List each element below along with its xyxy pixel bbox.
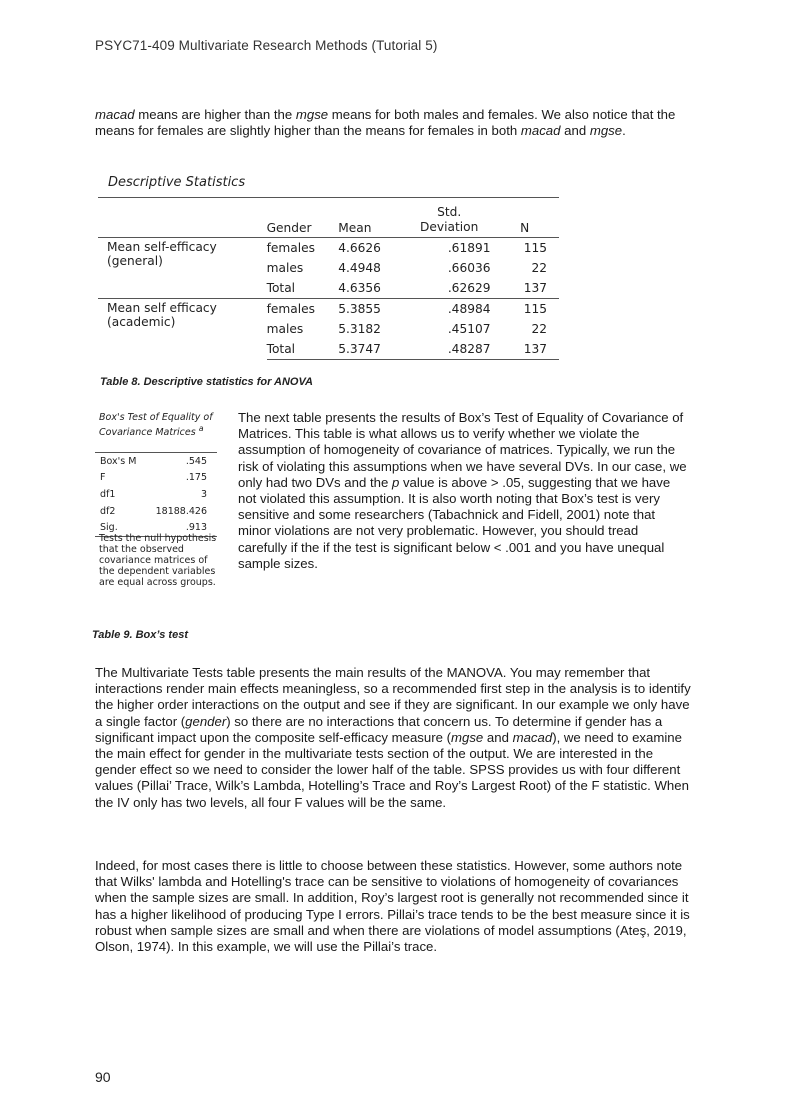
table-row	[98, 299, 559, 320]
cell-sd: .66036	[447, 261, 491, 275]
table-9-caption: Table 9. Box’s test	[92, 629, 188, 641]
cell-n: 22	[531, 322, 547, 336]
intro-text-2: means for both males and females. We also notice that the means for females are slightly higher than the means for females in both	[95, 107, 676, 139]
cell-key: df1	[100, 488, 116, 500]
group-label-general: Mean self-efficacy (general)	[98, 238, 267, 299]
emph-mgse-2: mgse	[589, 123, 623, 139]
cell-key: F	[100, 472, 106, 484]
cell-mean: 4.4948	[338, 261, 381, 275]
cell-sd: .48287	[408, 339, 491, 360]
cell-sd: .48984	[408, 299, 491, 320]
descriptive-stats-title: Descriptive Statistics	[108, 175, 246, 190]
group-label-academic: Mean self efficacy (academic)	[98, 299, 267, 360]
box-test-title-sup: a	[198, 424, 204, 433]
cell-key: df2	[100, 505, 116, 517]
cell-n: 137	[490, 339, 559, 360]
manova-text-1: The Multivariate Tests table presents the main results of the MANOVA. You may remember that interactions render main effects meaningless, so a recommended first step in the analysis is to identify the higher order interactions on the output and see if they are significant. In our example we only have a single factor (	[95, 665, 691, 729]
cell-gender: Total	[266, 281, 296, 295]
cell-mean: 5.3182	[338, 322, 381, 336]
cell-value: .913	[144, 519, 217, 536]
table-row	[95, 486, 217, 503]
table-row	[95, 503, 217, 520]
header-n: N	[490, 198, 559, 238]
emph-gender: gender	[185, 713, 227, 729]
table-row	[95, 453, 217, 470]
emph-macad-3: macad	[512, 729, 553, 745]
header-gender: Gender	[267, 198, 339, 238]
manova-paragraph	[95, 665, 695, 811]
cell-sd: .62629	[447, 281, 491, 295]
emph-macad-2: macad	[520, 123, 561, 139]
table-8-caption: Table 8. Descriptive statistics for ANOVA	[100, 376, 313, 388]
intro-paragraph	[95, 107, 695, 139]
intro-text-4: .	[622, 123, 626, 139]
cell-mean: 5.3747	[338, 339, 408, 360]
emph-macad: macad	[95, 107, 135, 122]
intro-text-3: and	[560, 123, 590, 139]
table-row	[95, 470, 217, 487]
pillai-paragraph: Indeed, for most cases there is little to choose between these statistics. However, some authors note that Wilks' lambda and Hotelling's trace can be sensitive to violations of homogeneity of covariances when the sample sizes are small. In addition, Roy’s largest root is generally not recommended since it has a higher likelihood of producing Type I errors. Pillai’s trace tends to be the best measure since it is robust when sample sizes are small and when there are violations of model assumptions (Ateş, 2019, Olson, 1974). In this example, we will use the Pillai’s trace.	[95, 858, 690, 955]
box-test-paragraph	[238, 410, 688, 572]
box-test-footnote: Tests the null hypothesis that the observed covariance matrices of the dependent variables are equal across groups.	[99, 533, 217, 588]
cell-gender: males	[266, 322, 304, 336]
cell-gender: males	[266, 261, 304, 275]
box-text-1: The next table presents the results of Box’s Test of Equality of Covariance of Matrices. This table is what allows us to verify whether we violate the assumption of homogeneity of covariance of matrices. Typically, we run the risk of violating this assumptions when we have several DVs. In our case, we only had two DVs and the	[238, 410, 687, 490]
header-sd-line1: Std.	[437, 205, 462, 219]
cell-n: 22	[531, 261, 547, 275]
box-test-title	[99, 412, 217, 438]
emph-mgse: mgse	[295, 107, 329, 122]
emph-p: p	[391, 474, 400, 490]
table-row	[98, 238, 559, 259]
cell-mean: 4.6626	[338, 238, 408, 259]
cell-mean: 4.6356	[338, 281, 381, 295]
intro-text-1: means are higher than the	[134, 107, 296, 122]
cell-value: 3	[200, 488, 207, 500]
cell-sd: .45107	[447, 322, 491, 336]
cell-n: 115	[490, 238, 559, 259]
cell-value: 18188.426	[155, 505, 207, 517]
cell-value: .175	[185, 472, 207, 484]
descriptive-stats-table	[98, 197, 559, 360]
box-test-title-text: Box's Test of Equality of Covariance Matrices	[99, 412, 213, 439]
box-test-table	[95, 452, 217, 537]
cell-n: 137	[523, 281, 547, 295]
cell-gender: females	[267, 238, 339, 259]
manova-text-4: ), we need to examine the main effect for gender in the multivariate tests section of the output. We are interested in the gender effect so we need to consider the lower half of the table. SPSS provides us with four different values (Pillai’ Trace, Wilk’s Lambda, Hotelling’s Trace and Roy’s Largest Root) of the F statistic. When the IV only has two levels, all four F values will be the same.	[95, 729, 689, 810]
cell-key: Box's M	[95, 453, 144, 470]
page-header: PSYC71-409 Multivariate Research Methods (Tutorial 5)	[95, 38, 438, 53]
cell-mean: 5.3855	[338, 299, 408, 320]
cell-key: Sig.	[95, 519, 144, 536]
header-empty	[98, 198, 267, 238]
page-number: 90	[95, 1069, 111, 1085]
cell-value: .545	[144, 453, 217, 470]
manova-text-3: and	[483, 729, 513, 745]
cell-gender: Total	[267, 339, 339, 360]
emph-mgse-3: mgse	[451, 729, 484, 745]
box-text-2: value is above > .05, suggesting that we have not violated this assumption. It is also worth noting that Box’s test is very sensitive and some researchers (Tabachnick and Fidell, 2001) note that minor violations are not very problematic. However, you should tread carefully if the if the test is significant below < .001 and you have unequal sample sizes.	[238, 474, 671, 571]
cell-sd: .61891	[408, 238, 491, 259]
table-header-row	[98, 198, 559, 238]
header-sd	[408, 198, 491, 238]
header-mean: Mean	[338, 198, 408, 238]
cell-gender: females	[267, 299, 339, 320]
header-sd-line2: Deviation	[420, 220, 479, 234]
manova-text-2: ) so there are no interactions that concern us. To determine if gender has a significant impact upon the composite self-efficacy measure (	[95, 713, 663, 745]
cell-n: 115	[490, 299, 559, 320]
